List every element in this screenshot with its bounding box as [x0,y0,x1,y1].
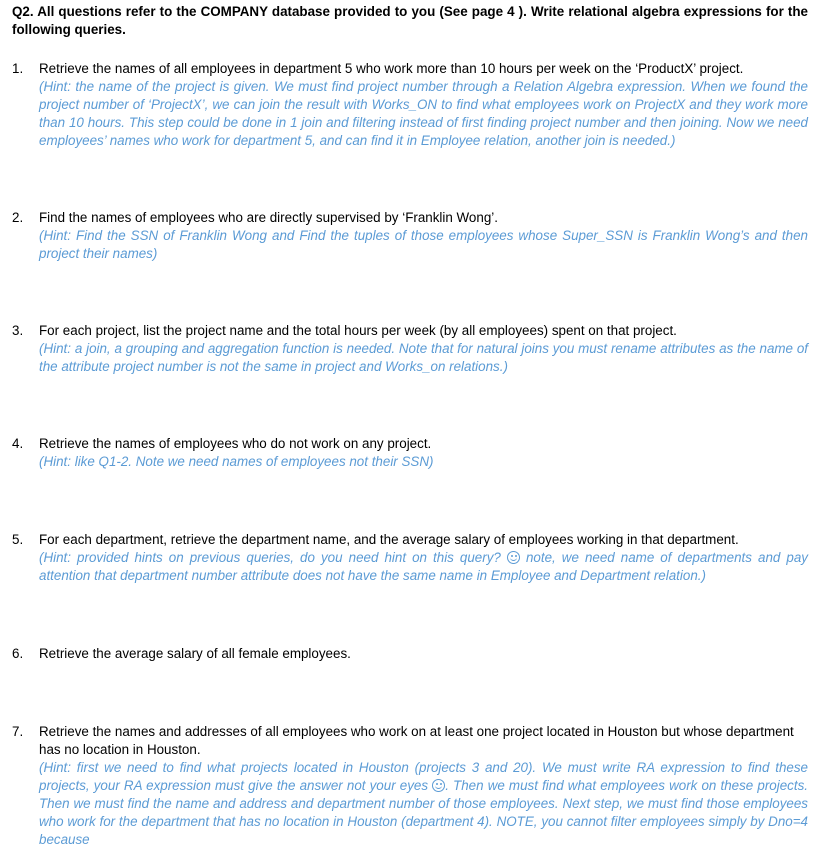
smiley-face-icon [432,779,445,792]
question-text: Find the names of employees who are directly supervised by ‘Franklin Wong’. [39,210,498,225]
question-heading: Q2. All questions refer to the COMPANY database provided to you (See page 4 ). Write relational algebra expressions for the following queries. [12,4,808,37]
hint-text-part: note, we need name of departments and pay attention that department number attribute does not have the same name in Employee and Department relation.) [39,550,808,583]
question-number: 5. [12,532,24,547]
smiley-face-icon [507,551,520,564]
hint-text [39,549,808,585]
question-text: Retrieve the names of employees who do not work on any project. [39,436,432,451]
question-body [39,60,808,150]
hint-text-part: . Then we must find what employees work on these projects. Then we must find the name and address and department number of those employees. Next step, we must find those employees who work for the department that has no location in Houston (department 4). NOTE, you cannot filter employees simply by Dno=4 because [39,778,808,847]
question-body [39,723,808,849]
hint-text-part: (Hint: first we need to find what projects located in Houston (projects 3 and 20). We must write RA expression to find these projects, your RA expression must give the answer not your eyes [39,760,808,793]
hint-text [39,759,808,849]
question-text: For each project, list the project name and the total hours per week (by all employees) spent on that project. [39,323,677,338]
hint-text: (Hint: a join, a grouping and aggregation function is needed. Note that for natural joins you must rename attributes as the name of the attribute project number is not the same in project and Works_on relations.) [39,341,808,374]
question-number: 3. [12,323,24,338]
question-number: 2. [12,210,24,225]
question-body [39,531,808,585]
hint-text: (Hint: Find the SSN of Franklin Wong and Find the tuples of those employees whose Super_SSN is Franklin Wong’s and then project their names) [39,228,808,261]
question-text: For each department, retrieve the department name, and the average salary of employees working in that department. [39,532,739,547]
question-number: 4. [12,436,24,451]
question-body [39,645,808,663]
hint-text: (Hint: the name of the project is given. We must find project number through a Relation Algebra expression. When we found the project number of ‘ProjectX’, we can join the result with Works_ON to find what employees work on ProjectX and they work more than 10 hours. This step could be done in 1 join and filtering instead of first finding project number and then joining. Now we need employees’ names who work for department 5, and can find it in Employee relation, another join is needed.) [39,79,808,148]
question-body [39,322,808,376]
hint-text-part: (Hint: provided hints on previous queries, do you need hint on this query? [39,550,501,565]
question-text: Retrieve the average salary of all female employees. [39,646,351,661]
question-body [39,209,808,263]
question-number: 7. [12,724,24,739]
question-number: 6. [12,646,24,661]
question-text: Retrieve the names of all employees in department 5 who work more than 10 hours per week on the ‘ProductX’ project. [39,61,744,76]
question-text: Retrieve the names and addresses of all employees who work on at least one project located in Houston but whose department has no location in Houston. [39,724,794,757]
question-body [39,435,808,471]
question-number: 1. [12,61,24,76]
hint-text: (Hint: like Q1-2. Note we need names of employees not their SSN) [39,454,434,469]
